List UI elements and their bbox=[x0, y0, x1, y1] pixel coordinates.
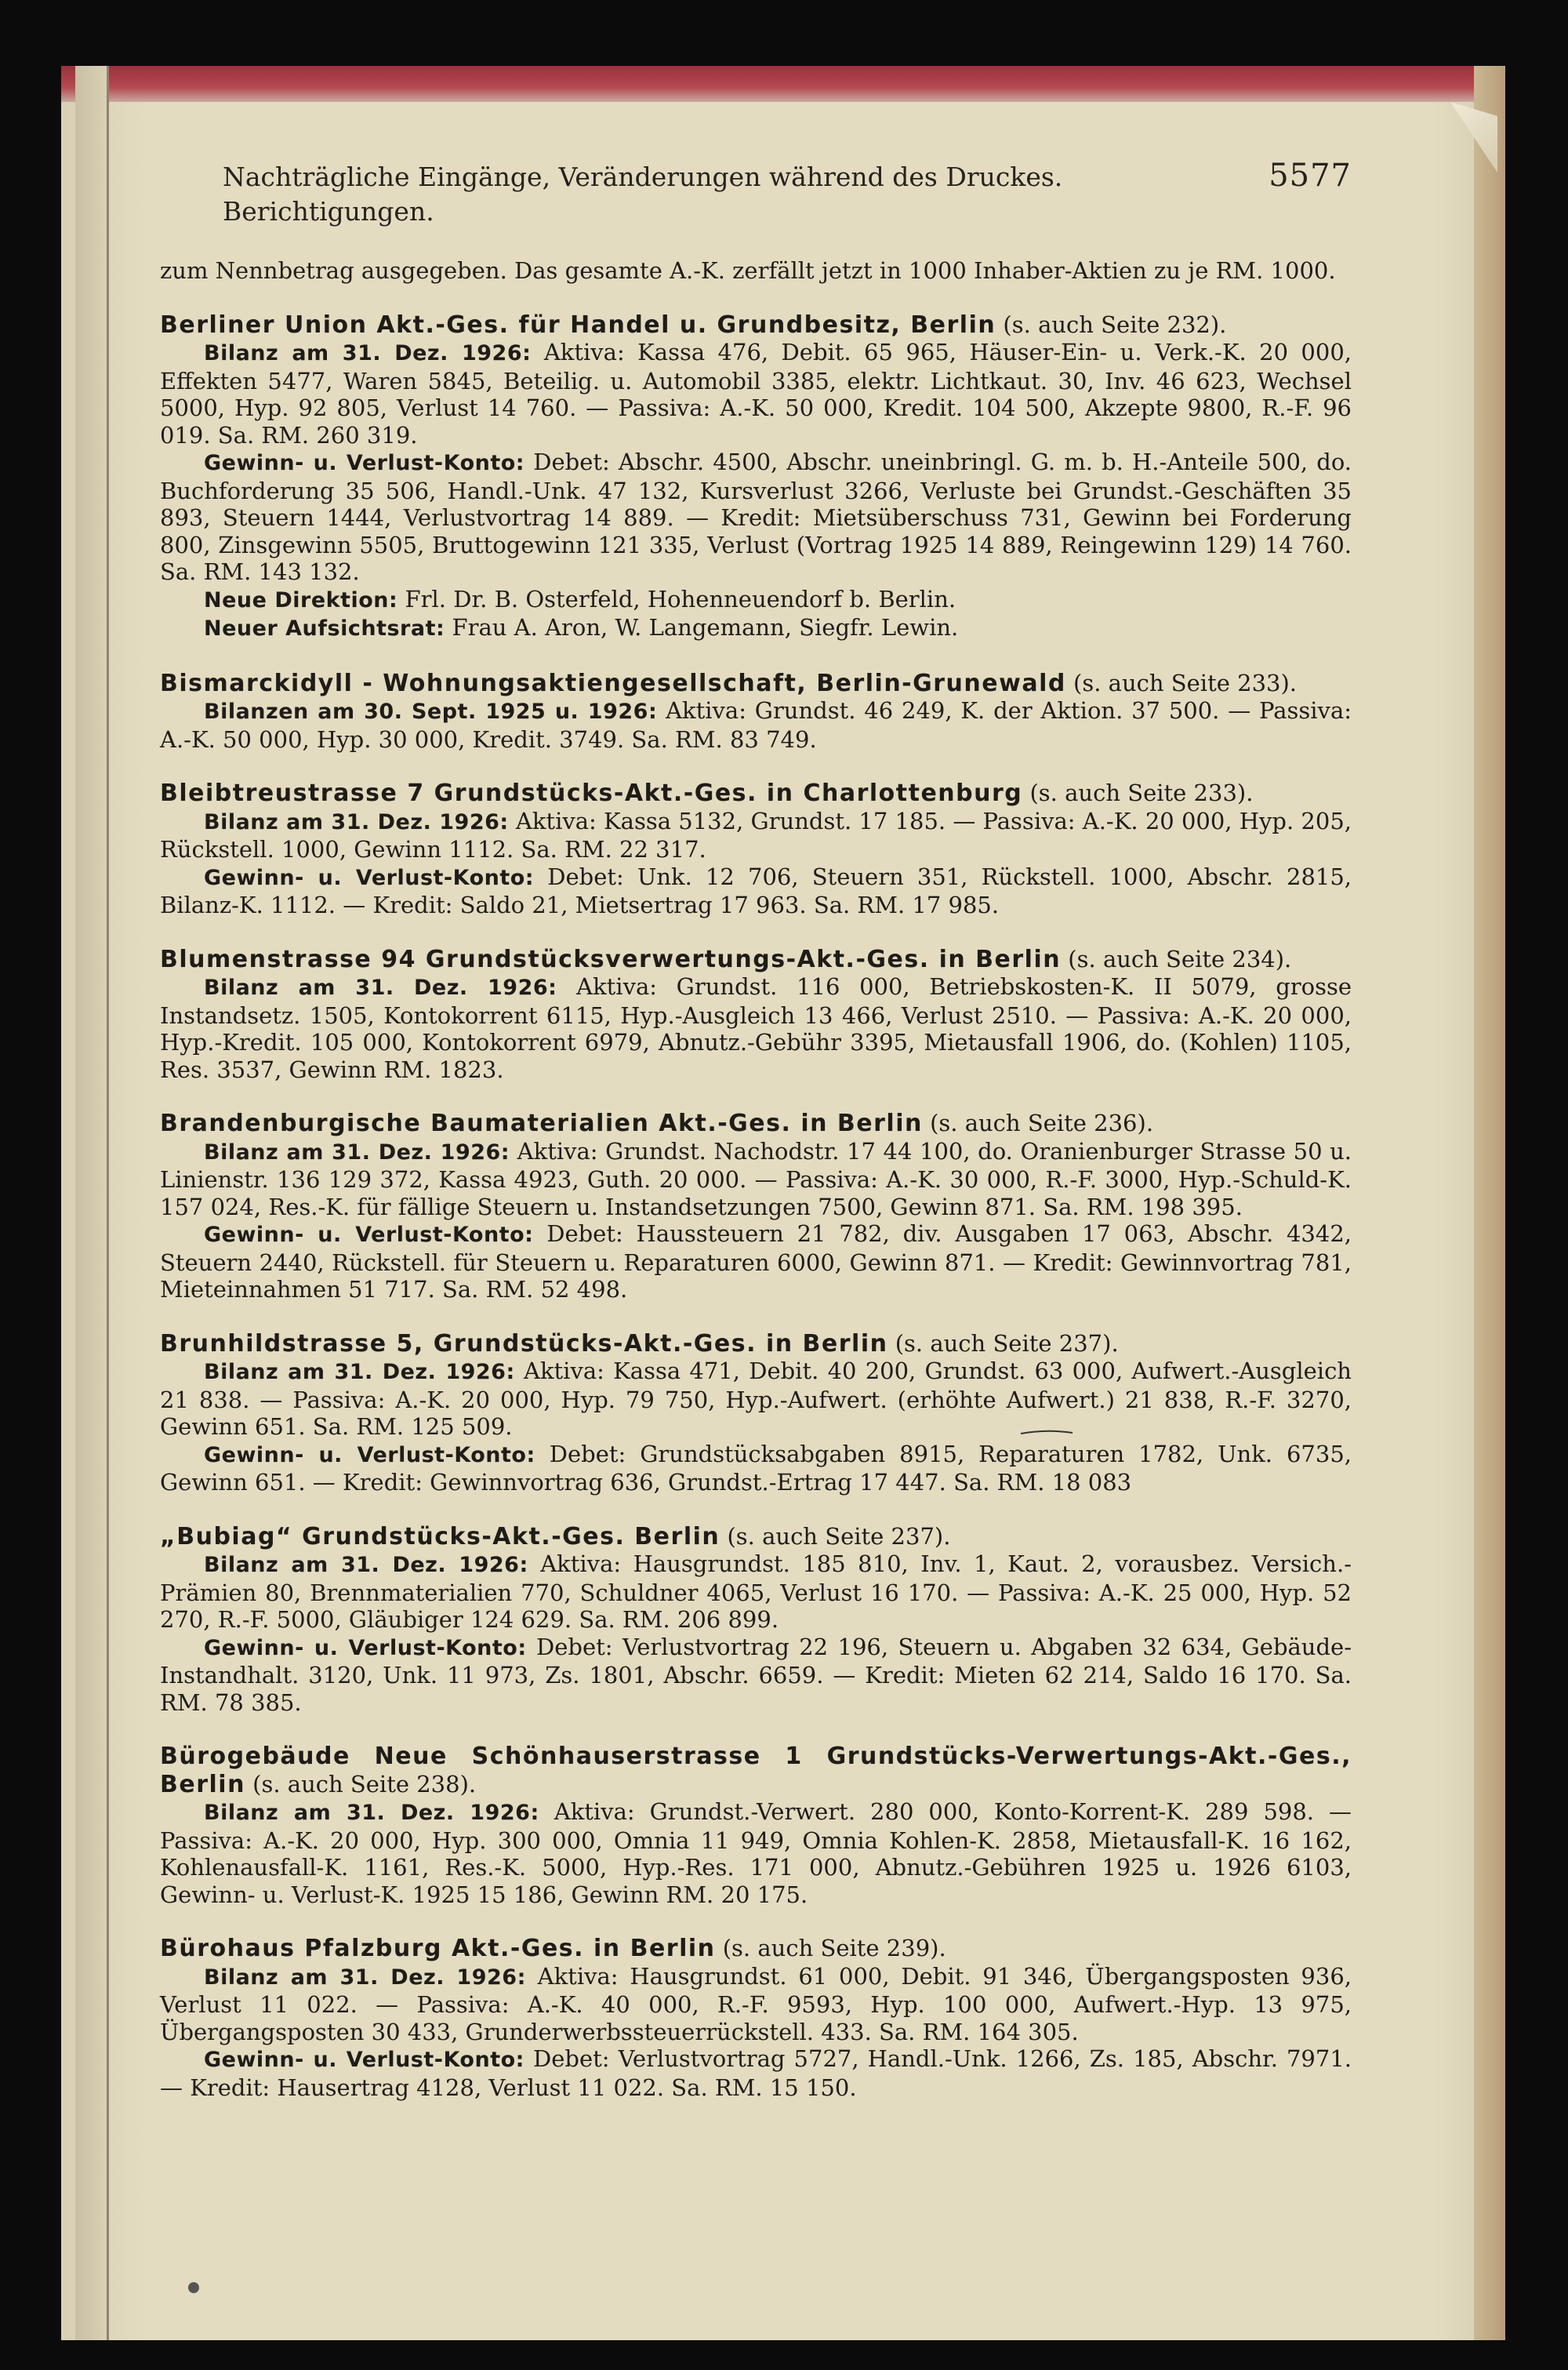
company-name: Berliner Union Akt.-Ges. für Handel u. Grundbesitz, Berlin bbox=[160, 311, 996, 339]
entry-heading bbox=[160, 1935, 1352, 1963]
entry-heading bbox=[160, 1110, 1352, 1138]
entry-line bbox=[160, 2045, 1352, 2101]
entry-heading bbox=[160, 1523, 1352, 1551]
entry-line bbox=[160, 1220, 1352, 1303]
page-reference: (s. auch Seite 232). bbox=[996, 311, 1227, 338]
line-text: Aktiva: Kassa 471, Debit. 40 200, Grundst. 63 000, Aufwert.-Ausgleich 21 838. — Passiva: A.-K. 20 000, Hyp. 79 750, Hyp.-Aufwert. (erhöhte Aufwert.) 21 838, R.-F. 3270, Gewinn 651. Sa. RM. 125 509. bbox=[160, 1358, 1352, 1440]
line-text: Aktiva: Kassa 5132, Grundst. 17 185. — Passiva: A.-K. 20 000, Hyp. 205, Rückstell. 1000, Gewinn 1112. Sa. RM. 22 317. bbox=[160, 807, 1352, 863]
line-text: Debet: Verlustvortrag 22 196, Steuern u. Abgaben 32 634, Gebäude-Instandhalt. 3120, Unk. 11 973, Zs. 1801, Abschr. 6659. — Kredit: Mieten 62 214, Saldo 16 170. Sa. RM. 78 385. bbox=[160, 1633, 1352, 1716]
company-name: Bismarckidyll - Wohnungsaktiengesellschaft, Berlin-Grunewald bbox=[160, 669, 1066, 697]
line-text: Debet: Haussteuern 21 782, div. Ausgaben 17 063, Abschr. 4342, Steuern 2440, Rückstell. für Steuern u. Reparaturen 6000, Gewinn 871. — Kredit: Gewinnvortrag 781, Mieteinnahmen 51 717. Sa. RM. 52 498. bbox=[160, 1220, 1352, 1303]
entry-heading bbox=[160, 946, 1352, 974]
company-name: Bürohaus Pfalzburg Akt.-Ges. in Berlin bbox=[160, 1935, 716, 1962]
company-entry bbox=[160, 1110, 1352, 1303]
entry-line bbox=[160, 614, 1352, 643]
line-text: Frl. Dr. B. Osterfeld, Hohenneuendorf b. Berlin. bbox=[397, 585, 956, 612]
line-heading: Gewinn- u. Verlust-Konto: bbox=[204, 1635, 527, 1660]
line-heading: Bilanz am 31. Dez. 1926: bbox=[204, 1140, 510, 1165]
line-heading: Bilanz am 31. Dez. 1926: bbox=[204, 1360, 515, 1384]
company-entry bbox=[160, 670, 1352, 754]
entry-heading bbox=[160, 1330, 1352, 1358]
line-heading: Neuer Aufsichtsrat: bbox=[204, 616, 445, 641]
entry-line bbox=[160, 339, 1352, 449]
line-heading: Gewinn- u. Verlust-Konto: bbox=[204, 1442, 535, 1467]
line-heading: Bilanz am 31. Dez. 1926: bbox=[204, 1801, 539, 1825]
company-entry bbox=[160, 946, 1352, 1084]
line-text: Aktiva: Hausgrundst. 61 000, Debit. 91 346, Übergangsposten 936, Verlust 11 022. — Passiva: A.-K. 40 000, R.-F. 9593, Hyp. 100 000, Aufwert.-Hyp. 13 975, Übergangsposten 30 433, Grunderwerbssteuerrückstell. 433. Sa. RM. 164 305. bbox=[160, 1962, 1352, 2045]
entry-line bbox=[160, 808, 1352, 863]
ink-dot bbox=[188, 2282, 199, 2293]
gutter bbox=[75, 66, 109, 2340]
company-name: Bürogebäude Neue Schönhauserstrasse 1 Grundstücks-Verwertungs-Akt.-Ges., Berlin bbox=[160, 1743, 1352, 1798]
page-edge bbox=[1474, 66, 1505, 2340]
line-text: Debet: Grundstücksabgaben 8915, Reparaturen 1782, Unk. 6735, Gewinn 651. — Kredit: Gewinnvortrag 636, Grundst.-Ertrag 17 447. Sa. RM. 18 083 bbox=[160, 1440, 1352, 1496]
company-name: Brunhildstrasse 5, Grundstücks-Akt.-Ges. in Berlin bbox=[160, 1329, 888, 1358]
red-binding-edge bbox=[61, 66, 1505, 102]
page-reference: (s. auch Seite 233). bbox=[1065, 669, 1298, 696]
entry-heading bbox=[160, 1743, 1352, 1798]
line-text: Debet: Abschr. 4500, Abschr. uneinbringl. G. m. b. H.-Anteile 500, do. Buchforderung 35 506, Handl.-Unk. 47 132, Kursverlust 3266, Verluste bei Grundst.-Geschäften 35 893, Steuern 1444, Verlustvortrag 14 889. — Kredit: Mietsüberschuss 731, Gewinn bei Forderung 800, Zinsgewinn 5505, Bruttogewinn 121 335, Verlust (Vortrag 1925 14 889, Reingewinn 129) 14 760. Sa. RM. 143 132. bbox=[160, 449, 1352, 585]
line-heading: Bilanz am 31. Dez. 1926: bbox=[204, 1553, 528, 1577]
entry-line bbox=[160, 449, 1352, 586]
page-reference: (s. auch Seite 236). bbox=[922, 1110, 1154, 1136]
entry-line bbox=[160, 697, 1352, 753]
entry-line bbox=[160, 586, 1352, 615]
line-text: Aktiva: Grundst. 46 249, K. der Aktion. 37 500. — Passiva: A.-K. 50 000, Hyp. 30 000, Kredit. 3749. Sa. RM. 83 749. bbox=[160, 697, 1352, 753]
line-heading: Bilanzen am 30. Sept. 1925 u. 1926: bbox=[204, 700, 658, 724]
company-entry bbox=[160, 1935, 1352, 2101]
header-title: Nachträgliche Eingänge, Veränderungen während des Druckes. Berichtigungen. bbox=[223, 162, 1063, 227]
line-heading: Gewinn- u. Verlust-Konto: bbox=[204, 1223, 534, 1247]
company-entry bbox=[160, 1330, 1352, 1496]
entry-line bbox=[160, 1963, 1352, 2046]
line-text: Aktiva: Grundst. 116 000, Betriebskosten-K. II 5079, grosse Instandsetz. 1505, Kontokorrent 6115, Hyp.-Ausgleich 13 466, Verlust 2510. — Passiva: A.-K. 20 000, Hyp.-Kredit. 105 000, Kontokorrent 6979, Abnutz.-Gebühr 3395, Mietausfall 1906, do. (Kohlen) 1105, Res. 3537, Gewinn RM. 1823. bbox=[160, 973, 1352, 1083]
company-name: Brandenburgische Baumaterialien Akt.-Ges. in Berlin bbox=[160, 1110, 923, 1137]
entry-heading bbox=[160, 311, 1352, 340]
pencil-mark bbox=[1019, 1423, 1074, 1430]
line-text: Frau A. Aron, W. Langemann, Siegfr. Lewin. bbox=[445, 614, 959, 641]
entry-line bbox=[160, 1358, 1352, 1441]
intro-paragraph bbox=[160, 257, 1352, 285]
page-reference: (s. auch Seite 237). bbox=[887, 1329, 1119, 1357]
intro-text: zum Nennbetrag ausgegeben. Das gesamte A.-K. zerfällt jetzt in 1000 Inhaber-Aktien zu je RM. 1000. bbox=[160, 257, 1336, 284]
page-reference: (s. auch Seite 239). bbox=[715, 1935, 946, 1961]
entry-line bbox=[160, 1798, 1352, 1908]
page-number: 5577 bbox=[1269, 158, 1352, 194]
line-text: Debet: Unk. 12 706, Steuern 351, Rückstell. 1000, Abschr. 2815, Bilanz-K. 1112. — Kredit: Saldo 21, Mietsertrag 17 963. Sa. RM. 17 985. bbox=[160, 863, 1352, 918]
company-entry bbox=[160, 311, 1352, 643]
line-text: Aktiva: Grundst.-Verwert. 280 000, Konto-Korrent-K. 289 598. — Passiva: A.-K. 20 000, Hyp. 300 000, Omnia 11 949, Omnia Kohlen-K. 2858, Mietausfall-K. 16 162, Kohlenausfall-K. 1161, Res.-K. 5000, Hyp.-Res. 171 000, Abnutz.-Gebühren 1925 u. 1926 6103, Gewinn- u. Verlust-K. 1925 15 186, Gewinn RM. 20 175. bbox=[160, 1798, 1352, 1908]
company-name: „Bubiag“ Grundstücks-Akt.-Ges. Berlin bbox=[160, 1522, 720, 1550]
line-heading: Neue Direktion: bbox=[204, 587, 398, 612]
page-content bbox=[160, 149, 1352, 2128]
line-text: Aktiva: Hausgrundst. 185 810, Inv. 1, Kaut. 2, vorausbez. Versich.-Prämien 80, Brennmaterialien 770, Schuldner 4065, Verlust 16 170. — Passiva: A.-K. 25 000, Hyp. 52 270, R.-F. 5000, Gläubiger 124 629. Sa. RM. 206 899. bbox=[160, 1550, 1352, 1633]
line-heading: Gewinn- u. Verlust-Konto: bbox=[204, 451, 525, 475]
company-name: Bleibtreustrasse 7 Grundstücks-Akt.-Ges. in Charlottenburg bbox=[160, 780, 1023, 807]
page-reference: (s. auch Seite 233). bbox=[1022, 780, 1254, 806]
entry-heading bbox=[160, 780, 1352, 808]
entry-line bbox=[160, 1138, 1352, 1221]
company-entries bbox=[160, 311, 1352, 2102]
company-entry bbox=[160, 1743, 1352, 1908]
entry-heading bbox=[160, 670, 1352, 698]
entry-line bbox=[160, 1550, 1352, 1634]
company-name: Blumenstrasse 94 Grundstücksverwertungs-Akt.-Ges. in Berlin bbox=[160, 945, 1062, 973]
company-entry bbox=[160, 1523, 1352, 1717]
line-heading: Gewinn- u. Verlust-Konto: bbox=[204, 2048, 524, 2072]
page-reference: (s. auch Seite 234). bbox=[1061, 945, 1292, 972]
line-heading: Bilanz am 31. Dez. 1926: bbox=[204, 1965, 526, 1990]
line-heading: Bilanz am 31. Dez. 1926: bbox=[204, 976, 557, 1000]
entry-line bbox=[160, 1441, 1352, 1496]
entry-line bbox=[160, 863, 1352, 919]
line-heading: Gewinn- u. Verlust-Konto: bbox=[204, 865, 535, 890]
line-text: Aktiva: Kassa 476, Debit. 65 965, Häuser-Ein- u. Verk.-K. 20 000, Effekten 5477, Waren 5845, Beteilig. u. Automobil 3385, elektr. Lichtkaut. 30, Inv. 46 623, Wechsel 5000, Hyp. 92 805, Verlust 14 760. — Passiva: A.-K. 50 000, Kredit. 104 500, Akzepte 9800, R.-F. 96 019. Sa. RM. 260 319. bbox=[160, 339, 1352, 449]
line-heading: Bilanz am 31. Dez. 1926: bbox=[204, 809, 509, 834]
line-text: Debet: Verlustvortrag 5727, Handl.-Unk. 1266, Zs. 185, Abschr. 7971. — Kredit: Hausertrag 4128, Verlust 11 022. Sa. RM. 15 150. bbox=[160, 2045, 1352, 2101]
pencil-stroke-icon bbox=[1019, 1429, 1074, 1435]
page-reference: (s. auch Seite 238). bbox=[245, 1770, 477, 1797]
page-reference: (s. auch Seite 237). bbox=[720, 1522, 951, 1550]
company-entry bbox=[160, 780, 1352, 919]
line-heading: Bilanz am 31. Dez. 1926: bbox=[204, 341, 532, 365]
running-header bbox=[223, 158, 1352, 229]
entry-line bbox=[160, 1634, 1352, 1717]
entry-line bbox=[160, 973, 1352, 1083]
line-text: Aktiva: Grundst. Nachodstr. 17 44 100, do. Oranienburger Strasse 50 u. Linienstr. 136 129 372, Kassa 4923, Guth. 20 000. — Passiva: A.-K. 30 000, R.-F. 3000, Hyp.-Schuld-K. 157 024, Res.-K. für fällige Steuern u. Instandsetzungen 7500, Gewinn 871. Sa. RM. 198 395. bbox=[160, 1137, 1352, 1220]
